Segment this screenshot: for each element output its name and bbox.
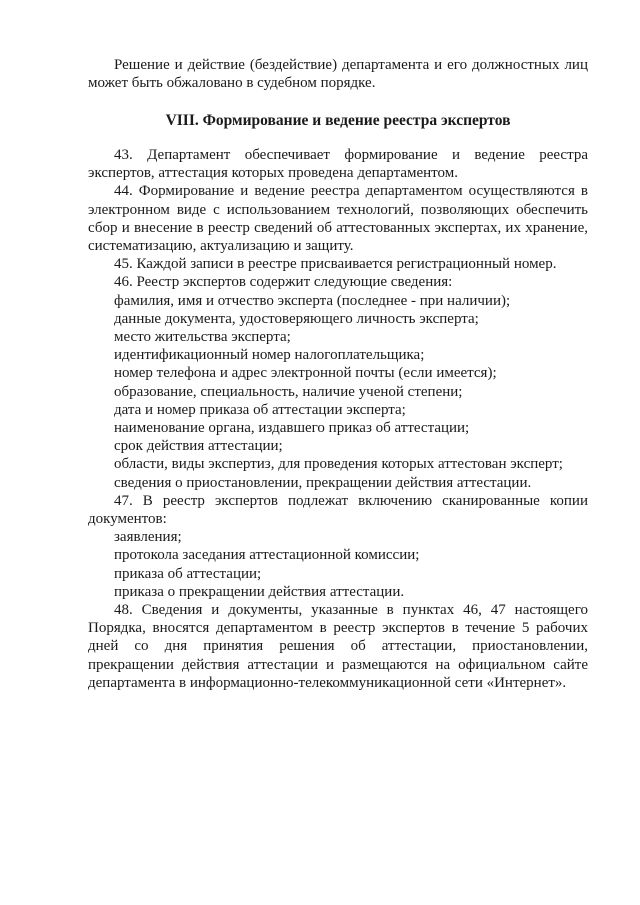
paragraph-47-list: [88, 528, 588, 601]
list-item: идентификационный номер налогоплательщика;: [114, 347, 425, 364]
list-item: образование, специальность, наличие ученой степени;: [114, 383, 463, 400]
list-item: срок действия аттестации;: [114, 438, 283, 455]
list-item: место жительства эксперта;: [114, 329, 291, 346]
paragraph-46-list: [88, 292, 588, 492]
paragraph-43: 43. Департамент обеспечивает формирование и ведение реестра экспертов, аттестация которых проведена департаментом.: [88, 147, 588, 182]
paragraph-46: 46. Реестр экспертов содержит следующие сведения:: [114, 274, 453, 291]
section-body: [88, 146, 588, 692]
list-item: заявления;: [114, 529, 182, 546]
list-item: фамилия, имя и отчество эксперта (последнее - при наличии);: [114, 292, 511, 309]
list-item: протокола заседания аттестационной комиссии;: [114, 547, 420, 564]
section-heading: VIII. Формирование и ведение реестра экспертов: [165, 112, 511, 129]
list-item: приказа о прекращении действия аттестации.: [114, 583, 405, 600]
paragraph-48: 48. Сведения и документы, указанные в пунктах 46, 47 настоящего Порядка, вносятся департаментом в реестр экспертов в течение 5 рабочих дней со дня принятия решения об аттестации, приостановлении, прекращении действия аттестации и размещаются на официальном сайте департамента в информационно-телекоммуникационной сети «Интернет».: [88, 602, 588, 691]
list-item: данные документа, удостоверяющего личность эксперта;: [114, 310, 479, 327]
list-item: приказа об аттестации;: [114, 565, 262, 582]
paragraph-44: 44. Формирование и ведение реестра департаментом осуществляются в электронном виде с использованием технологий, позволяющих обеспечить сбор и внесение в реестр сведений об аттестованных экспертах, их хранение, систематизацию, актуализацию и защиту.: [88, 183, 588, 255]
intro-line-2: может быть обжаловано в судебном порядке.: [88, 75, 376, 92]
intro-line-1: Решение и действие (бездействие) департамента и его должностных лиц: [114, 57, 588, 73]
paragraph-47: 47. В реестр экспертов подлежат включению сканированные копии документов:: [88, 492, 588, 528]
intro-paragraph: [88, 56, 588, 92]
list-item: наименование органа, издавшего приказ об аттестации;: [114, 420, 470, 437]
list-item: номер телефона и адрес электронной почты (если имеется);: [114, 365, 497, 382]
list-item: области, виды экспертиз, для проведения которых аттестован эксперт;: [114, 456, 563, 473]
list-item: сведения о приостановлении, прекращении действия аттестации.: [114, 474, 532, 491]
list-item: дата и номер приказа об аттестации эксперта;: [114, 401, 406, 418]
paragraph-45: 45. Каждой записи в реестре присваивается регистрационный номер.: [114, 256, 557, 273]
